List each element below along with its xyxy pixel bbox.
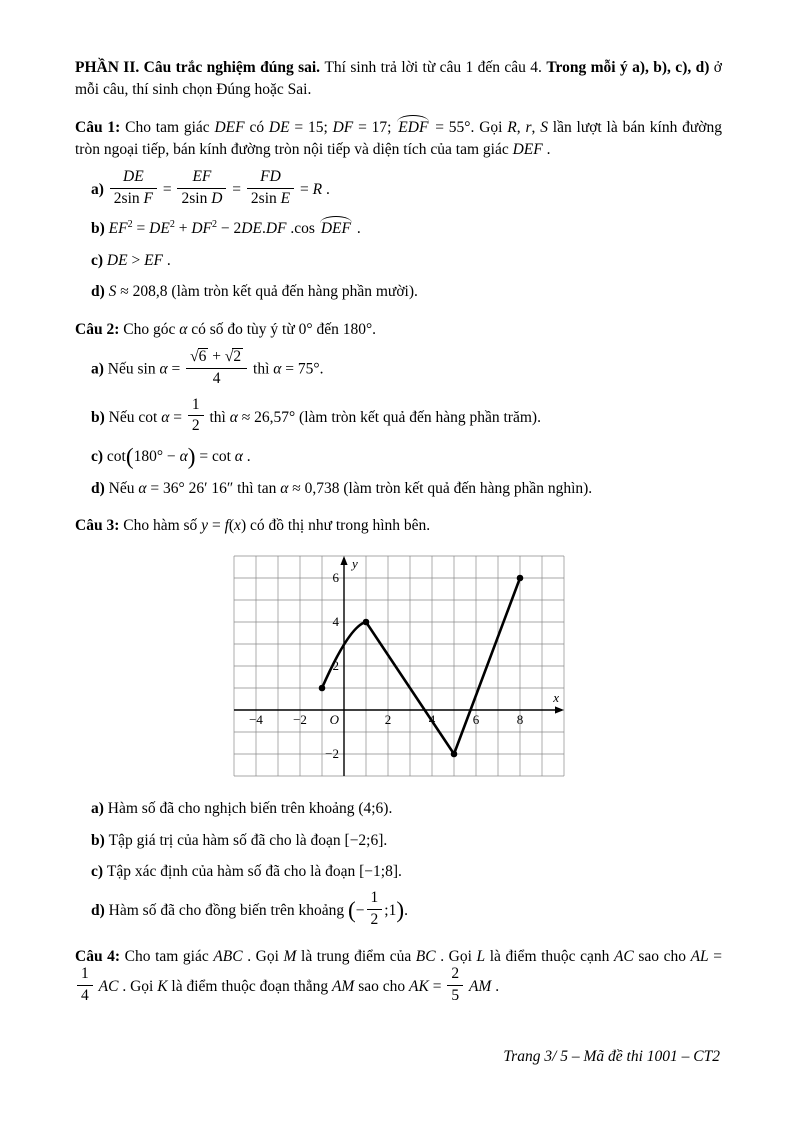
text-run: a) [91, 360, 108, 378]
fraction-numerator [177, 169, 226, 189]
q3-item-b [91, 830, 722, 852]
text-run: Hàm số đã cho nghịch biến trên khoảng (4;6). [107, 800, 393, 818]
function-graph-figure [229, 548, 569, 789]
text-run: Câu 1: [75, 118, 126, 136]
origin-label: O [329, 711, 339, 727]
text-run: 2sin [113, 189, 144, 207]
y-tick-label: 2 [332, 657, 339, 673]
text-run: 2 [127, 219, 133, 231]
text-run: + [174, 220, 192, 238]
text-run: DF [332, 118, 354, 136]
text-run: = [208, 517, 225, 535]
curve-point [362, 618, 369, 625]
text-run: ( [228, 517, 235, 535]
text-run: Câu 3: [75, 517, 124, 535]
text-run: 2 [370, 911, 379, 929]
text-run: . [322, 180, 330, 198]
function-graph [229, 548, 569, 782]
radical-sign-icon: √ [224, 348, 234, 366]
radicand: 6 [198, 348, 207, 366]
curve-point [450, 750, 457, 757]
text-run: ≈ 26,57° (làm tròn kết quả đến hàng phần trăm). [237, 408, 541, 426]
text-run: PHẦN II. Câu trắc nghiệm đúng sai. [75, 59, 325, 76]
text-run: . [352, 220, 361, 238]
fraction [186, 348, 247, 387]
q1-intro [75, 117, 722, 162]
text-run: 4 [212, 369, 221, 387]
text-run: DF [265, 220, 287, 238]
text-run: 1 [191, 395, 200, 413]
text-run: α [234, 448, 243, 466]
text-run: . [404, 902, 408, 920]
text-run: 2 [451, 965, 460, 983]
text-run: là điểm thuộc cạnh [485, 947, 614, 965]
text-run: c) [91, 862, 107, 880]
text-run: ABC [213, 947, 243, 965]
text-run: cot [106, 448, 126, 466]
y-axis-label: y [351, 555, 358, 571]
text-run: là điểm thuộc đoạn thẳng [167, 978, 332, 996]
fraction-numerator [247, 169, 294, 189]
text-run: = 55°. Gọi [430, 118, 508, 136]
text-run: Nếu [108, 479, 139, 497]
text-run: ≈ 0,738 (làm tròn kết quả đến hàng phần nghìn). [288, 479, 593, 497]
text-run: ) có đồ thị như trong hình bên. [240, 517, 431, 535]
fraction-denominator [188, 416, 204, 435]
fraction [367, 890, 383, 928]
text-run: sao cho [354, 978, 410, 996]
text-run: Nếu cot [108, 408, 162, 426]
text-run: = 17; [353, 118, 397, 136]
text-run: 180° − [133, 448, 180, 466]
text-run: 2sin [250, 189, 281, 207]
angle-arc-hat [396, 117, 430, 139]
text-run: , [516, 118, 526, 136]
y-axis-arrow-icon [340, 556, 347, 565]
q2-intro [75, 319, 722, 341]
text-run: thì [205, 408, 230, 426]
fraction [110, 169, 157, 207]
text-run: α [161, 408, 170, 426]
text-run: S [540, 118, 548, 136]
radical-sign-icon: √ [190, 348, 199, 366]
fraction-denominator [186, 369, 247, 388]
text-run: = [158, 180, 176, 198]
text-run: là trung điểm của [296, 947, 416, 965]
text-run: Cho tam giác [125, 118, 215, 136]
text-run: = [296, 180, 313, 198]
text-run: Cho góc [123, 320, 180, 338]
q2-item-c [91, 443, 722, 470]
text-run: EDF [398, 118, 429, 136]
text-run: d) [91, 479, 109, 497]
text-run: f [224, 517, 229, 535]
q3-item-d [91, 889, 722, 930]
text-run: 1 [370, 889, 379, 907]
text-run: = 15; [289, 118, 333, 136]
text-run: Nếu sin [107, 360, 160, 378]
text-run: c) [91, 448, 107, 466]
text-run: L [476, 947, 486, 965]
radicand: 2 [233, 348, 242, 366]
text-run: FD [260, 167, 281, 185]
fraction-numerator [447, 966, 463, 986]
text-run: DEF [512, 141, 543, 159]
q3-intro [75, 515, 722, 537]
curve-point [318, 684, 325, 691]
text-run: DE [149, 220, 170, 238]
text-run: EF [108, 220, 128, 238]
text-run: ( [348, 898, 356, 925]
q1-item-b [91, 218, 722, 240]
fraction-denominator [247, 189, 294, 208]
curve-point [516, 574, 523, 581]
text-run: , [531, 118, 541, 136]
text-run: a) [91, 180, 108, 198]
text-run: > [127, 251, 145, 269]
x-tick-label: −2 [292, 711, 307, 727]
text-run: lần lượt là bán kính đường tròn ngoại tiếp, bán kính đường tròn nội tiếp và diện tích của tam giác [75, 118, 722, 159]
text-run: − [355, 902, 365, 920]
text-run: DEF [214, 118, 245, 136]
text-run: α [179, 320, 188, 338]
text-run: 1 [81, 965, 89, 983]
text-run: x [234, 517, 241, 535]
q1-item-a [91, 167, 722, 209]
text-run: α [138, 479, 147, 497]
fraction [177, 169, 226, 207]
text-run: = cot [195, 448, 235, 466]
fraction-numerator [367, 890, 383, 910]
fraction [77, 966, 93, 1004]
fraction-denominator [367, 910, 383, 929]
x-axis-arrow-icon [555, 706, 564, 713]
q1-item-d [91, 281, 722, 303]
text-run: b) [91, 220, 109, 238]
text-run: = [132, 220, 150, 238]
x-tick-label: 2 [384, 711, 391, 727]
text-run: DF [191, 220, 213, 238]
text-run: D [211, 189, 223, 207]
q3-item-c [91, 861, 722, 883]
text-run: R [507, 118, 517, 136]
text-run: α [229, 408, 238, 426]
text-run: ( [125, 443, 134, 470]
q3-item-a [91, 798, 722, 820]
text-run: BC [415, 947, 436, 965]
text-run: AC [613, 947, 634, 965]
text-run: . [242, 448, 251, 466]
text-run: 2 [191, 417, 200, 435]
text-run: ) [396, 898, 405, 925]
text-run: + [208, 348, 225, 366]
text-run: . [163, 251, 171, 269]
text-run: K [157, 978, 168, 996]
text-run: = [228, 180, 245, 198]
text-run: E [280, 189, 291, 207]
text-run: . Gọi [435, 947, 477, 965]
text-run: 2 [212, 219, 218, 231]
x-tick-label: −4 [248, 711, 263, 727]
text-run: S [108, 283, 117, 301]
x-axis-label: x [552, 689, 559, 705]
text-run: AL [690, 947, 709, 965]
text-run: = 36° 26′ 16″ thì tan [146, 479, 281, 497]
text-run: . [491, 978, 500, 996]
text-run: α [273, 360, 282, 378]
text-run: d) [91, 902, 109, 920]
text-run: b) [91, 408, 109, 426]
text-run: ở mỗi câu, thí sinh chọn Đúng hoặc Sai. [75, 59, 722, 99]
fraction-numerator [186, 348, 247, 369]
section-header [75, 57, 722, 102]
text-run: Cho tam giác [124, 947, 214, 965]
text-run: . [261, 220, 266, 238]
fraction-numerator [110, 169, 157, 189]
text-run: . Gọi [118, 978, 158, 996]
text-run: AM [468, 978, 492, 996]
text-run: có [244, 118, 269, 136]
y-tick-label: 6 [332, 569, 339, 585]
text-run: 4 [81, 987, 89, 1005]
fraction [188, 397, 204, 435]
text-run: Hàm số đã cho đồng biến trên khoảng [108, 902, 349, 920]
text-run: . [542, 141, 551, 159]
fraction-numerator [77, 966, 93, 986]
text-run: y [201, 517, 209, 535]
text-run: − 2 [217, 220, 242, 238]
text-run: 2sin [181, 189, 212, 207]
text-run: r [525, 118, 532, 136]
text-run: Câu 4: [75, 947, 125, 965]
text-run: có số đo tùy ý từ 0° đến 180°. [187, 320, 377, 338]
text-run: α [159, 360, 168, 378]
fraction-denominator [177, 189, 226, 208]
fraction-numerator [188, 397, 204, 417]
page-footer: Trang 3/ 5 – Mã đề thi 1001 – CT2 [503, 1048, 720, 1065]
text-run: DE [106, 251, 128, 269]
q1-item-c [91, 250, 722, 272]
text-run: thì [249, 360, 274, 378]
text-run: Thí sinh trả lời từ câu 1 đến câu 4. [324, 59, 547, 76]
text-run: 5 [451, 987, 460, 1005]
text-run: Câu 2: [75, 320, 124, 338]
text-run: AC [98, 978, 119, 996]
text-run: M [283, 947, 297, 965]
fraction-denominator [447, 986, 463, 1005]
text-run: DE [123, 167, 144, 185]
text-run: AM [331, 978, 355, 996]
text-run: DE [268, 118, 290, 136]
q4-intro [75, 946, 722, 1007]
text-run: α [280, 479, 289, 497]
text-run: α [179, 448, 188, 466]
text-run: ) [187, 443, 196, 470]
fraction [247, 169, 294, 207]
text-run: = [169, 408, 186, 426]
text-run: . Gọi [242, 947, 284, 965]
text-run: = [428, 978, 446, 996]
y-tick-label: −2 [324, 745, 339, 761]
text-run: 2 [169, 219, 175, 231]
text-run: AK [409, 978, 429, 996]
text-run: a) [91, 800, 108, 818]
x-tick-label: 6 [472, 711, 479, 727]
text-run: Tập giá trị của hàm số đã cho là đoạn [−2;6]. [108, 831, 388, 849]
text-run: DE [241, 220, 262, 238]
fraction-denominator [110, 189, 157, 208]
text-run: ;1 [384, 902, 397, 920]
text-run: ≈ 208,8 (làm tròn kết quả đến hàng phần mười). [116, 283, 418, 301]
text-run: b) [91, 831, 109, 849]
text-run: DEF [320, 220, 351, 238]
text-run: d) [91, 283, 109, 301]
fraction [447, 966, 463, 1004]
text-run: .cos [286, 220, 319, 238]
q2-item-b [91, 395, 722, 437]
square-root [190, 348, 208, 366]
text-run: Tập xác định của hàm số đã cho là đoạn [−1;8]. [106, 862, 402, 880]
angle-arc-hat [319, 218, 353, 240]
text-run: R [312, 180, 323, 198]
text-run: F [143, 189, 153, 207]
q2-item-a [91, 350, 722, 389]
text-run: = [167, 360, 185, 378]
text-run: EF [144, 251, 164, 269]
x-tick-label: 4 [428, 711, 435, 727]
text-run: Cho hàm số [123, 517, 202, 535]
text-run: = 75°. [281, 360, 324, 378]
text-run: c) [91, 251, 107, 269]
text-run: sao cho [633, 947, 691, 965]
y-tick-label: 4 [332, 613, 339, 629]
fraction-denominator [77, 986, 93, 1005]
square-root [225, 348, 243, 366]
text-run: = [708, 947, 723, 965]
text-run: EF [192, 167, 212, 185]
text-run: Trong mỗi ý a), b), c), d) [546, 59, 714, 76]
q2-item-d [91, 478, 722, 500]
x-tick-label: 8 [516, 711, 523, 727]
